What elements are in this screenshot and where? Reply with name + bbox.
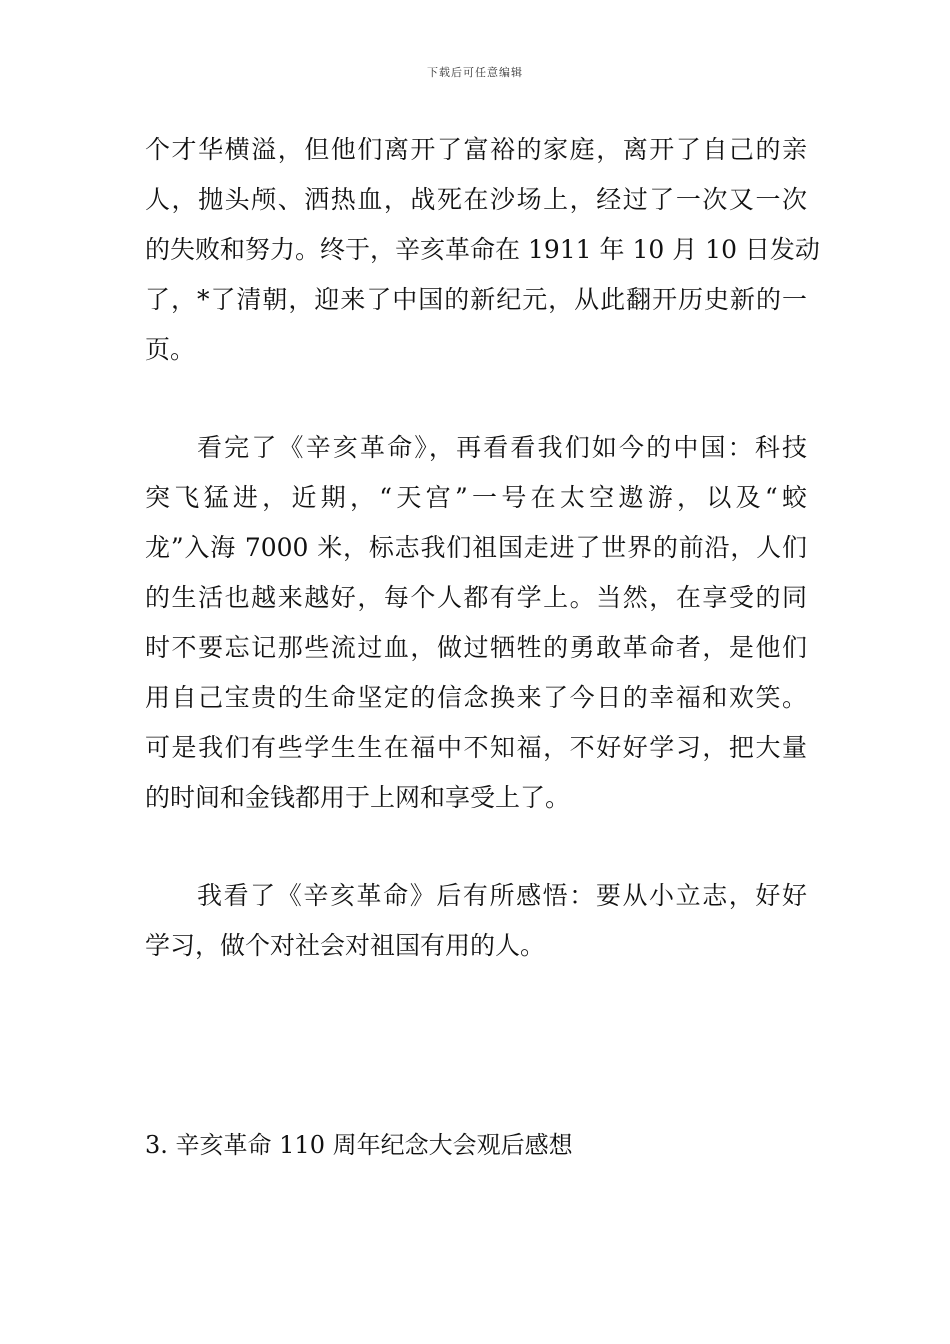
paragraph-line: 学习，做个对社会对祖国有用的人。 [145,931,546,960]
paragraph-line: 的生活也越来越好，每个人都有学上。当然，在享受的同 [145,583,807,612]
paragraph-line: 用自己宝贵的生命坚定的信念换来了今日的幸福和欢笑。 [145,683,807,712]
paragraph-1 [145,125,820,375]
paragraph-line: 我看了《辛亥革命》后有所感悟：要从小立志，好好 [197,881,807,910]
paragraph-line: 人，抛头颅、洒热血，战死在沙场上，经过了一次又一次 [145,185,807,214]
paragraph-line: 可是我们有些学生生在福中不知福，不好好学习，把大量 [145,733,807,762]
paragraph-line: 突飞猛进，近期，“天宫”一号在太空遨游，以及“蛟 [145,483,807,512]
paragraph-line: 看完了《辛亥革命》，再看看我们如今的中国：科技 [197,433,807,462]
paragraph-line: 的时间和金钱都用于上网和享受上了。 [145,783,571,812]
paragraph-line: 个才华横溢，但他们离开了富裕的家庭，离开了自己的亲 [145,135,807,164]
paragraph-line: 时不要忘记那些流过血，做过牺牲的勇敢革命者，是他们 [145,633,807,662]
section-heading: 3. 辛亥革命 110 周年纪念大会观后感想 [145,1131,573,1159]
paragraph-3 [145,871,807,971]
page-header-note: 下载后可任意编辑 [427,66,523,79]
paragraph-2 [145,423,807,823]
paragraph-line: 龙”入海 7000 米，标志我们祖国走进了世界的前沿，人们 [145,533,807,562]
paragraph-line: 页。 [145,335,196,364]
paragraph-line: 的失败和努力。终于，辛亥革命在 1911 年 10 月 10 日发动 [145,235,820,264]
paragraph-line: 了，*了清朝，迎来了中国的新纪元，从此翻开历史新的一 [145,285,807,314]
